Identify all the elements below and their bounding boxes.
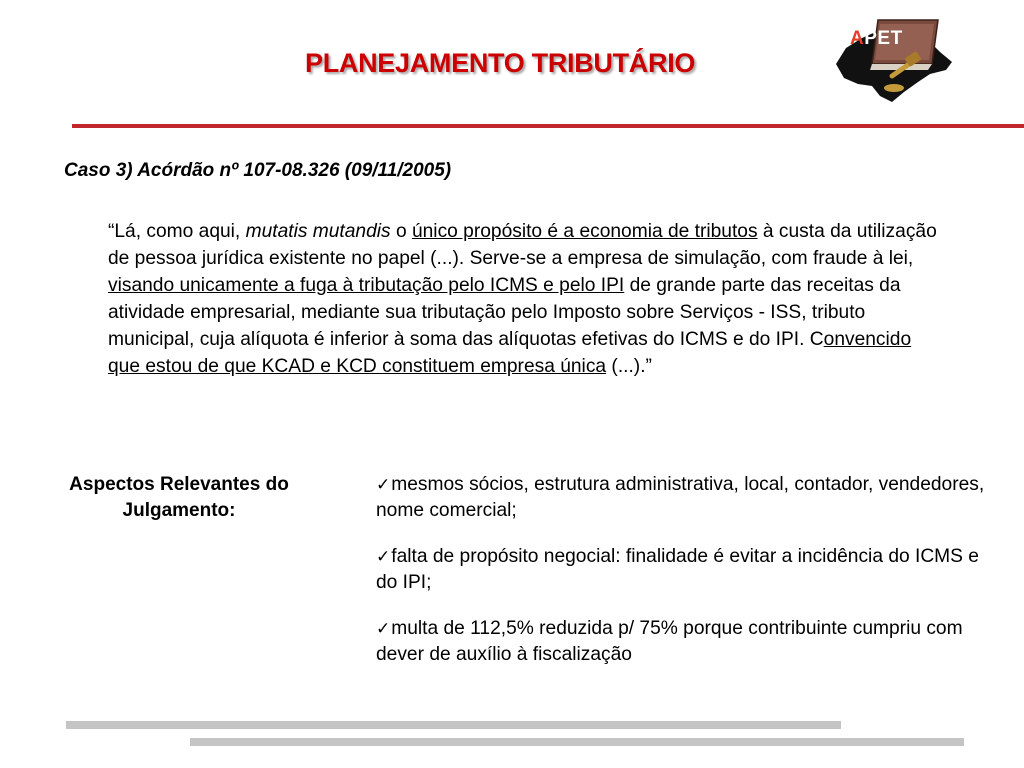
- checkmark-icon: ✓: [376, 475, 391, 494]
- checkmark-icon: ✓: [376, 547, 391, 566]
- list-item: ✓multa de 112,5% reduzida p/ 75% porque contribuinte cumpriu com dever de auxílio à fiscalização: [376, 618, 963, 665]
- checkmark-icon: ✓: [376, 619, 391, 638]
- list-item: ✓falta de propósito negocial: finalidade é evitar a incidência do ICMS e do IPI;: [376, 546, 979, 593]
- case-heading: Caso 3) Acórdão nº 107-08.326 (09/11/2005): [64, 160, 452, 181]
- apet-logo: [828, 18, 960, 106]
- footer-bar-top: [66, 721, 841, 729]
- page-title: PLANEJAMENTO TRIBUTÁRIO: [305, 48, 696, 78]
- list-item: ✓mesmos sócios, estrutura administrativa, local, contador, vendedores, nome comercial;: [376, 474, 985, 521]
- case-quote: “Lá, como aqui, mutatis mutandis o único propósito é a economia de tributos à custa da utilização de pessoa jurídica existente no papel (...). Serve-se a empresa de simulação, com fraude à lei, visando unicamente a fuga à tributação pelo ICMS e pelo IPI de grande parte das receitas da atividade empresarial, mediante sua tributação pelo Imposto sobre Serviços - ISS, tributo municipal, cuja alíquota é inferior à soma das alíquotas efetivas do ICMS e do IPI. Convencido que estou de que KCAD e KCD constituem empresa única (...).”: [108, 221, 937, 377]
- footer-bar-bottom: [190, 738, 964, 746]
- aspects-list: [376, 472, 988, 688]
- logo-text: APET: [850, 28, 903, 49]
- header-divider: [72, 124, 1024, 128]
- aspects-label: Aspectos Relevantes do Julgamento:: [69, 474, 289, 521]
